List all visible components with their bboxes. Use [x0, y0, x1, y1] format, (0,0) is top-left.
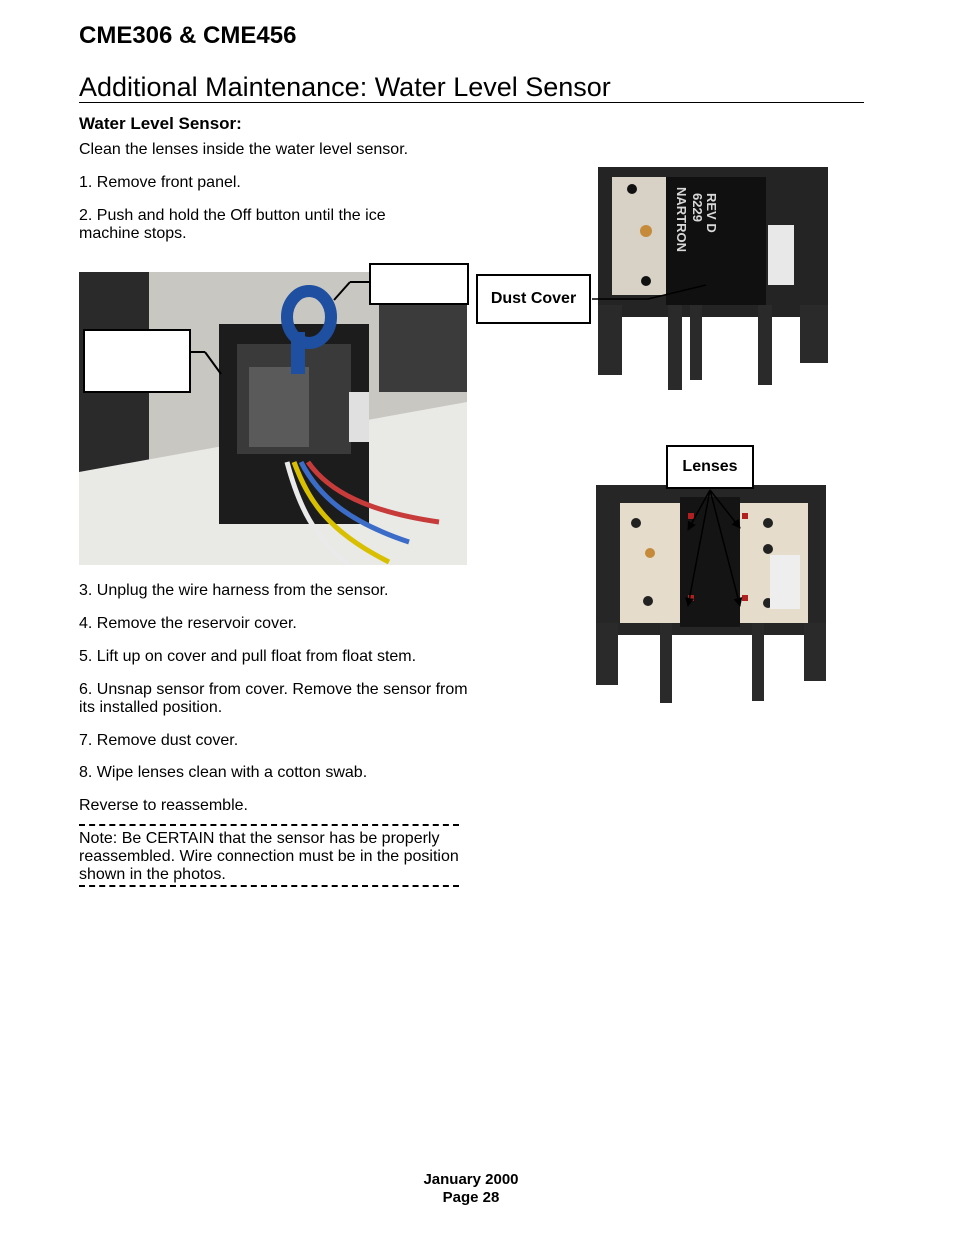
installed-sensor-photo: [79, 272, 467, 565]
footer-date: January 2000: [423, 1171, 519, 1188]
step-1: 1. Remove front panel.: [79, 174, 241, 191]
note-text: Note: Be CERTAIN that the sensor has be properly reassembled. Wire connection must be in the position shown in the photos.: [79, 830, 459, 883]
photo-callout-left: [83, 329, 191, 393]
step-4: 4. Remove the reservoir cover.: [79, 615, 297, 632]
lenses-callout: Lenses: [666, 445, 754, 489]
closing-text: Reverse to reassemble.: [79, 797, 248, 814]
footer-page: Page 28: [442, 1189, 500, 1206]
step-2: 2. Push and hold the Off button until the ice machine stops.: [79, 207, 386, 242]
dust-cover-callout: Dust Cover: [476, 274, 591, 324]
intro-text: Clean the lenses inside the water level sensor.: [79, 141, 409, 158]
page-title: Additional Maintenance: Water Level Sensor: [79, 72, 611, 102]
dust-cover-leader: [590, 280, 710, 310]
step-7: 7. Remove dust cover.: [79, 732, 239, 749]
note-bottom-divider: [79, 885, 459, 887]
rev-d-label: REV D: [704, 193, 719, 233]
part-number-label: 6229: [690, 193, 705, 222]
photo-callout-right: [369, 263, 469, 305]
lenses-arrows: [680, 488, 750, 613]
step-5: 5. Lift up on cover and pull float from float stem.: [79, 648, 417, 665]
brand-label: NARTRON: [674, 187, 689, 252]
step-8: 8. Wipe lenses clean with a cotton swab.: [79, 764, 368, 781]
model-title: CME306 & CME456: [79, 22, 297, 49]
title-rule: [79, 102, 864, 103]
section-heading: Water Level Sensor:: [79, 114, 242, 133]
step-3: 3. Unplug the wire harness from the sensor.: [79, 582, 389, 599]
step-6: 6. Unsnap sensor from cover. Remove the sensor from its installed position.: [79, 681, 468, 716]
note-top-divider: [79, 824, 459, 826]
